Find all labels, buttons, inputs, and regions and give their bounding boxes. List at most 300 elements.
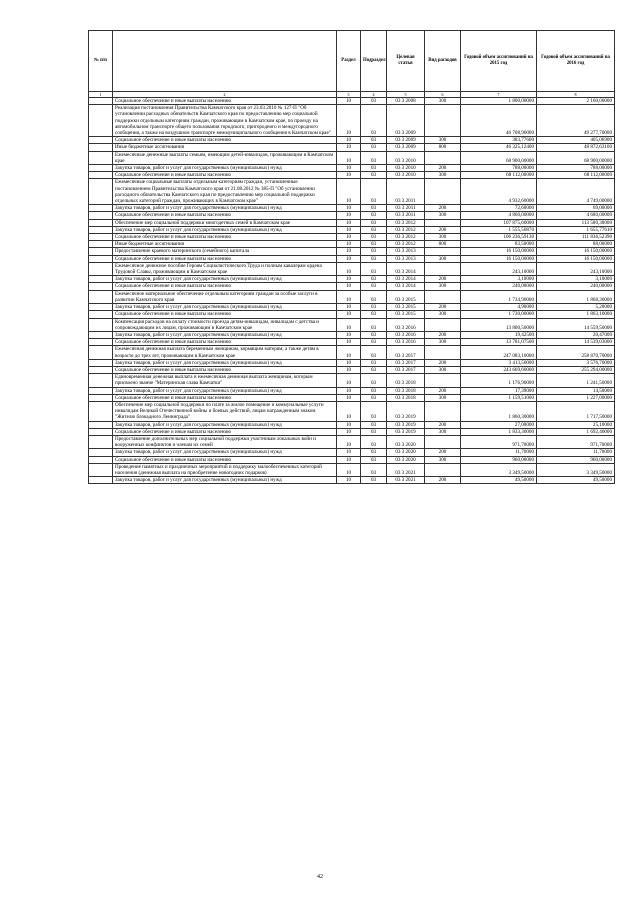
cell-razdel: 10 (337, 219, 361, 226)
cell-article: 03 3 2021 (387, 477, 425, 484)
cell-article: 03 3 2021 (387, 463, 425, 476)
cell-article: 03 3 2020 (387, 456, 425, 463)
column-number: 5 (387, 92, 425, 98)
table-body (89, 98, 615, 484)
cell-podrazdel: 03 (361, 165, 387, 172)
cell-razdel: 10 (337, 255, 361, 262)
cell-razdel: 10 (337, 172, 361, 179)
cell-podrazdel: 03 (361, 463, 387, 476)
cell-podrazdel: 03 (361, 290, 387, 303)
cell-expense-type: 300 (425, 339, 461, 346)
cell-name: Закупка товаров, работ и услуг для государственных (муниципальных) нужд (113, 387, 337, 394)
cell-name: Социальное обеспечение и иные выплаты населению (113, 137, 337, 144)
cell-amount-2016: 14,50000 (537, 387, 615, 394)
cell-amount-2016: 113 580,30000 (537, 219, 615, 226)
cell-amount-2015: 46 708,90000 (461, 105, 537, 137)
cell-razdel: 10 (337, 98, 361, 105)
table-row (89, 366, 615, 373)
cell-expense-type: 200 (425, 359, 461, 366)
cell-razdel: 10 (337, 144, 361, 151)
cell-amount-2015: 11,70000 (461, 449, 537, 456)
cell-amount-2015: 68 900,00000 (461, 151, 537, 164)
cell-name: Ежемесячная денежная выплата беременным женщинам, кормящим матерям, а также детям в возрасте до трех лет, проживающим в Камчатском крае (113, 346, 337, 359)
cell-podrazdel: 03 (361, 241, 387, 248)
cell-expense-type: 200 (425, 276, 461, 283)
cell-amount-2016: 5,20000 (537, 304, 615, 311)
cell-article: 03 3 2016 (387, 331, 425, 338)
cell-expense-type (425, 374, 461, 387)
table-row (89, 219, 615, 226)
table-row (89, 255, 615, 262)
cell-razdel: 10 (337, 276, 361, 283)
cell-article: 03 3 2012 (387, 219, 425, 226)
cell-name: Закупка товаров, работ и услуг для государственных (муниципальных) нужд (113, 477, 337, 484)
cell-amount-2015: 1 176,90000 (461, 374, 537, 387)
cell-expense-type (425, 346, 461, 359)
cell-amount-2016: 243,10000 (537, 262, 615, 275)
cell-podrazdel: 03 (361, 179, 387, 205)
cell-expense-type: 800 (425, 241, 461, 248)
table-row (89, 234, 615, 241)
cell-expense-type: 200 (425, 449, 461, 456)
cell-podrazdel: 03 (361, 105, 387, 137)
table-row (89, 359, 615, 366)
table-row (89, 339, 615, 346)
table-row (89, 137, 615, 144)
cell-name: Социальное обеспечение и иные выплаты населению (113, 339, 337, 346)
table-row (89, 276, 615, 283)
cell-name: Социальное обеспечение и иные выплаты населению (113, 311, 337, 318)
cell-podrazdel: 03 (361, 226, 387, 233)
cell-podrazdel: 03 (361, 262, 387, 275)
cell-name: Предоставление краевого материнского (семейного) капитала (113, 248, 337, 255)
cell-number (89, 137, 113, 144)
cell-podrazdel: 03 (361, 137, 387, 144)
cell-name: Компенсация расходов на оплату стоимости проезда детям-инвалидам, инвалидам с детства и сопровождающим их лицам, проживающим в Камчатском крае (113, 318, 337, 331)
cell-number (89, 226, 113, 233)
cell-expense-type: 300 (425, 255, 461, 262)
cell-podrazdel: 03 (361, 449, 387, 456)
cell-razdel: 10 (337, 105, 361, 137)
column-number: 2 (113, 92, 337, 98)
cell-number (89, 151, 113, 164)
cell-razdel: 10 (337, 179, 361, 205)
cell-name: Социальное обеспечение и иные выплаты населению (113, 283, 337, 290)
table-row (89, 421, 615, 428)
header-expense-type: Вид расходов (425, 31, 461, 92)
cell-amount-2015: 243,10000 (461, 262, 537, 275)
cell-number (89, 311, 113, 318)
page-number: 42 (317, 874, 323, 880)
table-row (89, 212, 615, 219)
cell-razdel: 10 (337, 283, 361, 290)
cell-amount-2015: 971,70000 (461, 435, 537, 448)
cell-podrazdel: 03 (361, 304, 387, 311)
cell-article: 03 3 2015 (387, 290, 425, 303)
cell-razdel: 10 (337, 421, 361, 428)
cell-expense-type: 200 (425, 331, 461, 338)
cell-number (89, 456, 113, 463)
cell-article: 03 3 2020 (387, 449, 425, 456)
cell-amount-2016: 240,00000 (537, 283, 615, 290)
cell-number (89, 346, 113, 359)
cell-podrazdel: 03 (361, 276, 387, 283)
table-row (89, 179, 615, 205)
cell-amount-2016: 14 559,50000 (537, 318, 615, 331)
cell-number (89, 366, 113, 373)
cell-number (89, 255, 113, 262)
cell-name: Закупка товаров, работ и услуг для государственных (муниципальных) нужд (113, 165, 337, 172)
cell-name: Ежемесячные денежные выплаты семьям, имеющим детей-инвалидов, проживающим в Камчатском крае (113, 151, 337, 164)
cell-podrazdel: 03 (361, 359, 387, 366)
cell-name: Социальное обеспечение и иные выплаты населению (113, 98, 337, 105)
cell-amount-2015: 1 555,50870 (461, 226, 537, 233)
cell-article: 03 3 2017 (387, 359, 425, 366)
cell-article: 03 3 2018 (387, 374, 425, 387)
cell-podrazdel: 03 (361, 456, 387, 463)
cell-amount-2015: 1 860,30000 (461, 401, 537, 421)
cell-article: 03 3 2012 (387, 241, 425, 248)
cell-expense-type: 200 (425, 387, 461, 394)
cell-podrazdel: 03 (361, 401, 387, 421)
cell-podrazdel: 03 (361, 394, 387, 401)
cell-amount-2015: 1 833,30000 (461, 428, 537, 435)
cell-expense-type (425, 262, 461, 275)
cell-amount-2015: 247 083,10000 (461, 346, 537, 359)
table-row (89, 401, 615, 421)
cell-razdel: 10 (337, 241, 361, 248)
cell-razdel: 10 (337, 428, 361, 435)
cell-amount-2016: 1 655,77610 (537, 226, 615, 233)
cell-razdel: 10 (337, 248, 361, 255)
cell-name: Предоставление дополнительных мер социальной поддержки участникам локальных войн и вооруженных конфликтов и членам их семей (113, 435, 337, 448)
cell-number (89, 463, 113, 476)
cell-razdel: 10 (337, 234, 361, 241)
cell-amount-2015: 49,50000 (461, 477, 537, 484)
cell-number (89, 339, 113, 346)
cell-expense-type: 300 (425, 428, 461, 435)
cell-amount-2015: 72,60000 (461, 205, 537, 212)
cell-expense-type (425, 248, 461, 255)
cell-article: 03 3 2016 (387, 318, 425, 331)
cell-amount-2016: 88,00000 (537, 241, 615, 248)
cell-article: 03 3 2010 (387, 172, 425, 179)
cell-number (89, 387, 113, 394)
cell-podrazdel: 03 (361, 248, 387, 255)
cell-amount-2015: 19,42500 (461, 331, 537, 338)
cell-amount-2016: 2 160,00000 (537, 98, 615, 105)
cell-podrazdel: 03 (361, 318, 387, 331)
cell-razdel: 10 (337, 366, 361, 373)
cell-article: 03 3 2012 (387, 226, 425, 233)
cell-razdel: 10 (337, 359, 361, 366)
cell-amount-2016: 49,50000 (537, 477, 615, 484)
cell-article: 03 3 2013 (387, 255, 425, 262)
cell-article: 03 3 2015 (387, 304, 425, 311)
table-header-row (89, 31, 615, 92)
cell-amount-2016: 25,10000 (537, 421, 615, 428)
header-podrazdel: Подраздел (361, 31, 387, 92)
cell-name: Социальное обеспечение и иные выплаты населению (113, 428, 337, 435)
cell-expense-type (425, 105, 461, 137)
cell-name: Закупка товаров, работ и услуг для государственных (муниципальных) нужд (113, 205, 337, 212)
cell-amount-2015: 68 112,00000 (461, 172, 537, 179)
cell-number (89, 248, 113, 255)
cell-podrazdel: 03 (361, 387, 387, 394)
cell-amount-2016: 68 900,00000 (537, 151, 615, 164)
cell-expense-type: 300 (425, 98, 461, 105)
cell-number (89, 290, 113, 303)
cell-podrazdel: 03 (361, 172, 387, 179)
table-row (89, 144, 615, 151)
table-row (89, 226, 615, 233)
cell-expense-type: 800 (425, 144, 461, 151)
table-row (89, 463, 615, 476)
cell-expense-type: 300 (425, 394, 461, 401)
column-number: 8 (537, 92, 615, 98)
document-page (88, 30, 614, 484)
table-row (89, 151, 615, 164)
header-name (113, 31, 337, 92)
cell-razdel: 10 (337, 205, 361, 212)
cell-expense-type (425, 219, 461, 226)
cell-number (89, 98, 113, 105)
cell-amount-2016: 1 692,40000 (537, 428, 615, 435)
cell-expense-type: 200 (425, 477, 461, 484)
cell-amount-2016: 16 150,00000 (537, 255, 615, 262)
cell-name: Социальное обеспечение и иные выплаты населению (113, 394, 337, 401)
cell-number (89, 374, 113, 387)
cell-amount-2015: 17,39000 (461, 387, 537, 394)
cell-amount-2015: 83,50000 (461, 241, 537, 248)
table-row (89, 205, 615, 212)
cell-number (89, 283, 113, 290)
cell-razdel: 10 (337, 456, 361, 463)
cell-podrazdel: 03 (361, 255, 387, 262)
cell-name: Социальное обеспечение и иные выплаты населению (113, 172, 337, 179)
cell-amount-2015: 243 669,60000 (461, 366, 537, 373)
cell-expense-type: 200 (425, 304, 461, 311)
cell-name: Проведение памятных и праздничных мероприятий и поддержку малообеспеченных категорий населения (денежная выплата на приобретение новогодних подарков) (113, 463, 337, 476)
cell-amount-2016: 49 277,70000 (537, 105, 615, 137)
cell-amount-2015: 16 150,00000 (461, 248, 537, 255)
cell-amount-2015: 383,77600 (461, 137, 537, 144)
table-row (89, 435, 615, 448)
table-row (89, 374, 615, 387)
cell-name: Закупка товаров, работ и услуг для государственных (муниципальных) нужд (113, 359, 337, 366)
cell-name: Социальное обеспечение и иные выплаты населению (113, 234, 337, 241)
cell-expense-type: 300 (425, 137, 461, 144)
cell-article: 03 3 2015 (387, 311, 425, 318)
cell-article: 03 3 2009 (387, 144, 425, 151)
cell-expense-type: 200 (425, 165, 461, 172)
table-row (89, 283, 615, 290)
cell-amount-2016: 258 870,70000 (537, 346, 615, 359)
cell-amount-2016: 11,70000 (537, 449, 615, 456)
header-amount-2016: Годовой объем ассигнований на 2016 год (537, 31, 615, 92)
cell-number (89, 449, 113, 456)
cell-expense-type (425, 179, 461, 205)
cell-article: 03 3 2018 (387, 387, 425, 394)
cell-amount-2016: 48 872,63100 (537, 144, 615, 151)
cell-expense-type (425, 318, 461, 331)
cell-amount-2016: 788,00000 (537, 165, 615, 172)
cell-name: Закупка товаров, работ и услуг для государственных (муниципальных) нужд (113, 331, 337, 338)
cell-podrazdel: 03 (361, 219, 387, 226)
cell-number (89, 179, 113, 205)
cell-razdel: 10 (337, 137, 361, 144)
cell-expense-type: 300 (425, 366, 461, 373)
cell-amount-2016: 1 868,30000 (537, 290, 615, 303)
column-number: 1 (89, 92, 113, 98)
column-number: 3 (337, 92, 361, 98)
cell-article: 03 3 2014 (387, 262, 425, 275)
cell-name: Ежемесячные социальные выплаты отдельным категориям граждан, установленные постановлением Правительства Камчатского края от 21.08.2012 № 385-П "Об установлении расходного обязательства Камчатского края по предоставлению мер социальной поддержки отдельных категорий граждан, проживающих в Камчатском крае" (113, 179, 337, 205)
cell-name: Ежемесячное денежное пособие Героям Социалистического Труда и полным кавалерам ордена Трудовой Славы, проживающим в Камчатском крае (113, 262, 337, 275)
cell-podrazdel: 03 (361, 346, 387, 359)
cell-article: 03 3 2011 (387, 212, 425, 219)
cell-podrazdel: 03 (361, 205, 387, 212)
cell-amount-2016: 405,06900 (537, 137, 615, 144)
cell-razdel: 10 (337, 262, 361, 275)
cell-article: 03 3 2010 (387, 151, 425, 164)
cell-amount-2016: 1 863,10000 (537, 311, 615, 318)
cell-amount-2015: 788,00000 (461, 165, 537, 172)
cell-podrazdel: 03 (361, 366, 387, 373)
cell-name: Закупка товаров, работ и услуг для государственных (муниципальных) нужд (113, 276, 337, 283)
cell-razdel: 10 (337, 394, 361, 401)
table-row (89, 165, 615, 172)
cell-amount-2015: 1 800,00000 (461, 98, 537, 105)
cell-name: Закупка товаров, работ и услуг для государственных (муниципальных) нужд (113, 449, 337, 456)
cell-amount-2015: 4 860,00000 (461, 212, 537, 219)
cell-article: 03 3 2013 (387, 248, 425, 255)
cell-expense-type: 300 (425, 456, 461, 463)
cell-amount-2015: 13 800,50000 (461, 318, 537, 331)
cell-podrazdel: 03 (361, 234, 387, 241)
cell-number (89, 477, 113, 484)
cell-amount-2015: 4 932,60000 (461, 179, 537, 205)
cell-podrazdel: 03 (361, 311, 387, 318)
cell-number (89, 318, 113, 331)
table-row (89, 456, 615, 463)
cell-article: 03 3 2011 (387, 179, 425, 205)
cell-expense-type: 300 (425, 311, 461, 318)
cell-amount-2016: 111 836,52390 (537, 234, 615, 241)
cell-name: Социальное обеспечение и иные выплаты населению (113, 212, 337, 219)
cell-article: 03 3 2014 (387, 276, 425, 283)
cell-number (89, 421, 113, 428)
table-row (89, 477, 615, 484)
cell-article: 03 3 2012 (387, 234, 425, 241)
table-row (89, 241, 615, 248)
cell-article: 03 3 2009 (387, 105, 425, 137)
column-number: 4 (361, 92, 387, 98)
cell-expense-type (425, 435, 461, 448)
cell-podrazdel: 03 (361, 144, 387, 151)
cell-number (89, 428, 113, 435)
cell-amount-2015: 13 781,07500 (461, 339, 537, 346)
cell-podrazdel: 03 (361, 331, 387, 338)
cell-name: Обеспечение мер социальной поддержки по плате за жилое помещение и коммунальные услуги инвалидам Великой Отечественной войны и боевых действий, лицам награжденным знаком "Жителю блокадного Ленинграда" (113, 401, 337, 421)
cell-razdel: 10 (337, 449, 361, 456)
cell-amount-2015: 106 236,59130 (461, 234, 537, 241)
cell-expense-type: 300 (425, 283, 461, 290)
cell-article: 03 3 2019 (387, 401, 425, 421)
table-row (89, 105, 615, 137)
cell-amount-2016: 68 112,00000 (537, 172, 615, 179)
cell-razdel: 10 (337, 165, 361, 172)
table-row (89, 311, 615, 318)
cell-podrazdel: 03 (361, 421, 387, 428)
cell-razdel: 10 (337, 387, 361, 394)
cell-amount-2015: 3 413,50000 (461, 359, 537, 366)
cell-podrazdel: 03 (361, 374, 387, 387)
table-row (89, 346, 615, 359)
cell-expense-type: 300 (425, 172, 461, 179)
cell-name: Закупка товаров, работ и услуг для государственных (муниципальных) нужд (113, 421, 337, 428)
column-number: 7 (461, 92, 537, 98)
cell-expense-type: 300 (425, 212, 461, 219)
cell-razdel: 10 (337, 374, 361, 387)
cell-number (89, 205, 113, 212)
cell-razdel: 10 (337, 331, 361, 338)
cell-name: Закупка товаров, работ и услуг для государственных (муниципальных) нужд (113, 304, 337, 311)
cell-expense-type (425, 151, 461, 164)
cell-article: 03 3 2019 (387, 428, 425, 435)
cell-number (89, 276, 113, 283)
table-row (89, 331, 615, 338)
cell-razdel: 10 (337, 339, 361, 346)
cell-podrazdel: 03 (361, 283, 387, 290)
cell-razdel: 10 (337, 401, 361, 421)
cell-number (89, 105, 113, 137)
cell-number (89, 435, 113, 448)
cell-article: 03 3 2019 (387, 421, 425, 428)
cell-amount-2015: 4,90000 (461, 304, 537, 311)
cell-amount-2016: 16 150,00000 (537, 248, 615, 255)
cell-podrazdel: 03 (361, 339, 387, 346)
cell-amount-2015: 240,00000 (461, 283, 537, 290)
cell-article: 03 3 2011 (387, 205, 425, 212)
cell-amount-2016: 1 717,50000 (537, 401, 615, 421)
cell-article: 03 3 2017 (387, 346, 425, 359)
cell-podrazdel: 03 (361, 435, 387, 448)
cell-amount-2015: 1 159,51000 (461, 394, 537, 401)
cell-name: Социальное обеспечение и иные выплаты населению (113, 255, 337, 262)
cell-podrazdel: 03 (361, 212, 387, 219)
cell-razdel: 10 (337, 435, 361, 448)
cell-expense-type: 200 (425, 226, 461, 233)
cell-razdel: 10 (337, 290, 361, 303)
cell-razdel: 10 (337, 318, 361, 331)
cell-number (89, 359, 113, 366)
cell-amount-2016: 14 539,03000 (537, 339, 615, 346)
cell-number (89, 401, 113, 421)
cell-amount-2015: 3,10000 (461, 276, 537, 283)
cell-article: 03 3 2016 (387, 339, 425, 346)
cell-amount-2016: 4 749,00000 (537, 179, 615, 205)
cell-number (89, 165, 113, 172)
cell-podrazdel: 03 (361, 477, 387, 484)
cell-article: 03 3 2010 (387, 165, 425, 172)
cell-amount-2016: 1 227,00000 (537, 394, 615, 401)
cell-amount-2016: 3 576,70000 (537, 359, 615, 366)
table-row (89, 262, 615, 275)
cell-amount-2015: 16 150,00000 (461, 255, 537, 262)
header-article: Целевая статья (387, 31, 425, 92)
cell-amount-2016: 4 680,00000 (537, 212, 615, 219)
